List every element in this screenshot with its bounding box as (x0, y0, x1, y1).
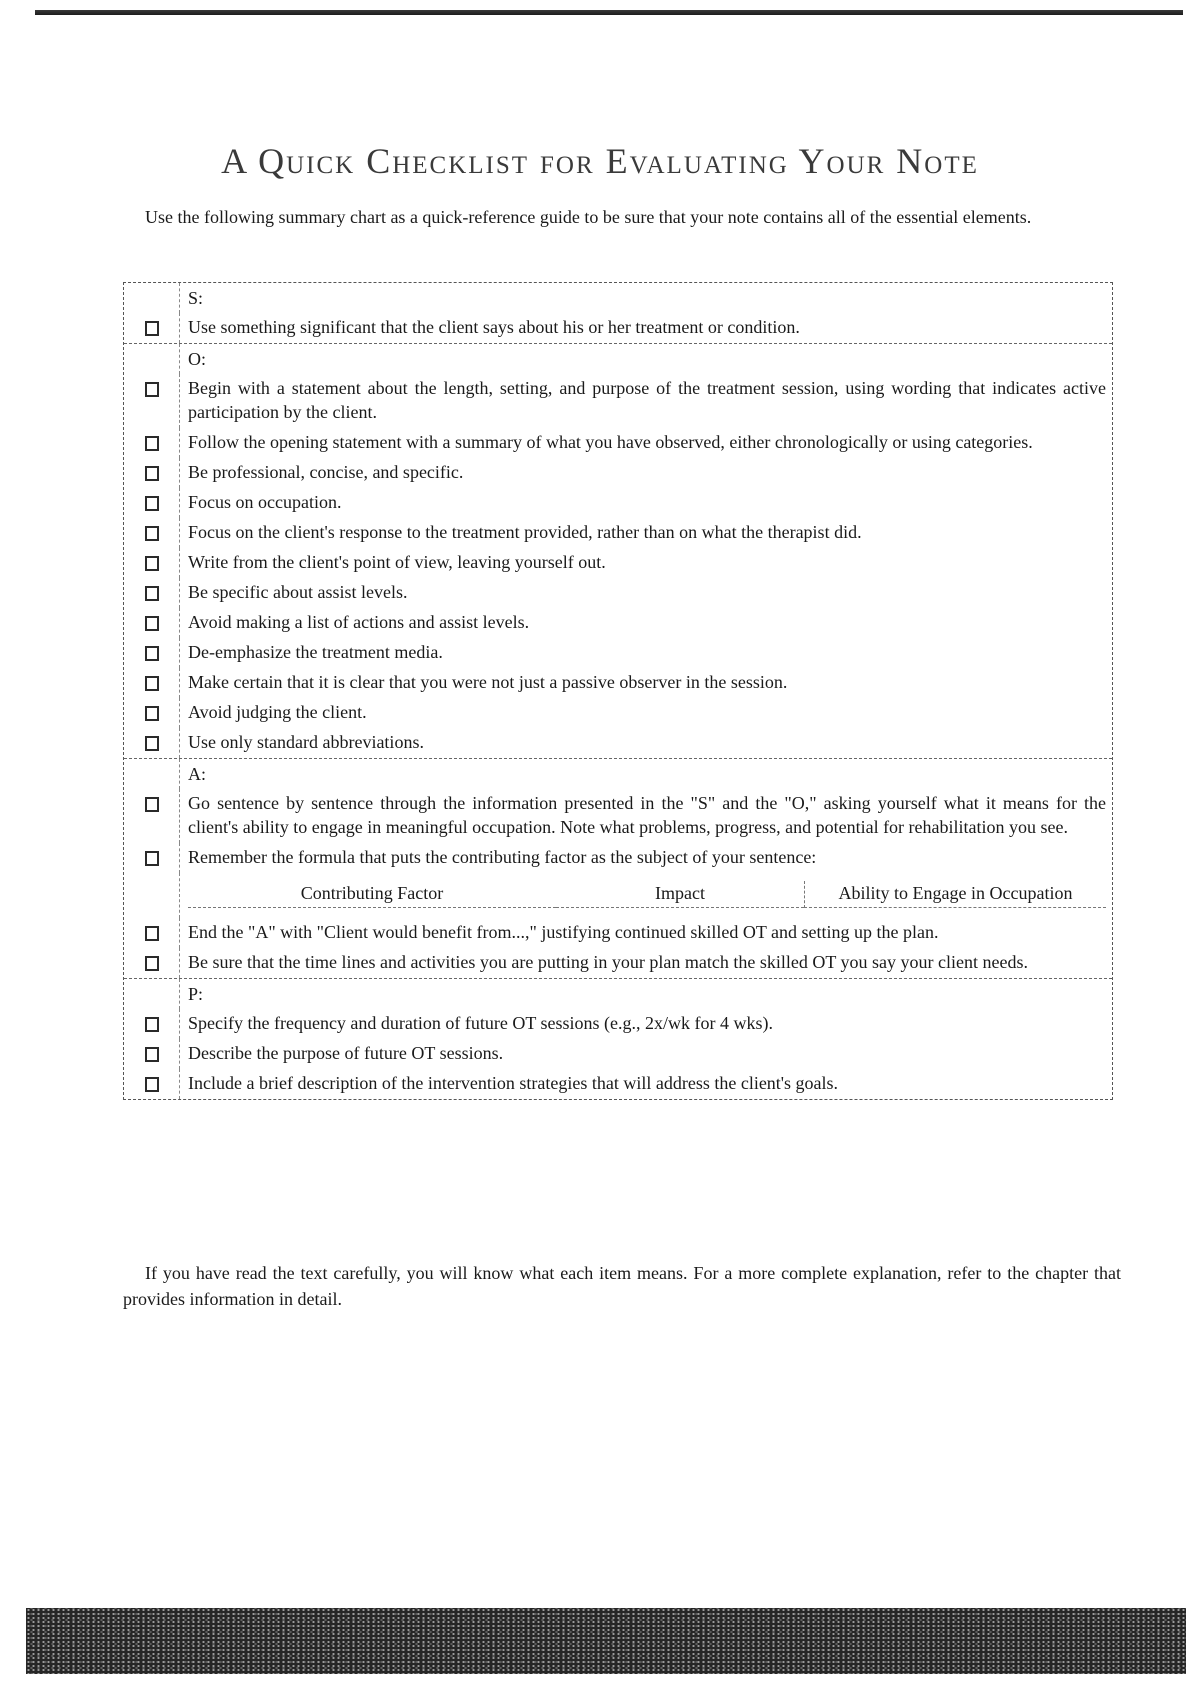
checklist-item-text: De-emphasize the treatment media. (188, 642, 443, 662)
checkbox[interactable] (145, 382, 159, 397)
closing-paragraph: If you have read the text carefully, you will know what each item means. For a more complete explanation, refer to the chapter that provides information in detail. (123, 1263, 1121, 1309)
checklist-item (124, 548, 1112, 578)
checkbox[interactable] (145, 646, 159, 661)
checklist-item (124, 428, 1112, 458)
checkbox[interactable] (145, 926, 159, 941)
checklist-item (124, 578, 1112, 608)
checklist-item-text: Be specific about assist levels. (188, 582, 408, 602)
checklist-item-text: Write from the client's point of view, leaving yourself out. (188, 552, 606, 572)
checklist-item-text: Avoid making a list of actions and assist levels. (188, 612, 530, 632)
checklist-item (124, 638, 1112, 668)
checklist-item-text: Use something significant that the client says about his or her treatment or condition. (188, 317, 800, 337)
checklist-item (124, 789, 1112, 843)
checklist-item (124, 608, 1112, 638)
checklist-item-text: Make certain that it is clear that you were not just a passive observer in the session. (188, 672, 788, 692)
checklist-item-text: Follow the opening statement with a summary of what you have observed, either chronologically or using categories. (188, 432, 1033, 452)
checklist-item-text: Go sentence by sentence through the information presented in the "S" and the "O," asking yourself what it means for the client's ability to engage in meaningful occupation. Note what problems, progress, and potential for rehabilitation you see. (188, 793, 1106, 837)
checklist-item (124, 1009, 1112, 1039)
checkbox[interactable] (145, 1047, 159, 1062)
checkbox[interactable] (145, 526, 159, 541)
checkbox[interactable] (145, 586, 159, 601)
checklist-item (124, 668, 1112, 698)
section-s (124, 283, 1112, 344)
checklist-item-text: End the "A" with "Client would benefit from...," justifying continued skilled OT and setting up the plan. (188, 922, 939, 942)
checklist-item-text: Remember the formula that puts the contributing factor as the subject of your sentence: (188, 847, 817, 867)
section-heading-row (124, 283, 1112, 313)
checklist-item-text: Focus on the client's response to the treatment provided, rather than on what the therapist did. (188, 522, 862, 542)
section-o (124, 344, 1112, 759)
section-heading-row (124, 759, 1112, 789)
checklist-item (124, 698, 1112, 728)
checklist-item (124, 518, 1112, 548)
section-a (124, 759, 1112, 979)
section-p (124, 979, 1112, 1099)
checklist-item-text: Be sure that the time lines and activities you are putting in your plan match the skilled OT you say your client needs. (188, 952, 1028, 972)
checkbox[interactable] (145, 851, 159, 866)
section-heading-row (124, 979, 1112, 1009)
section-heading-row (124, 344, 1112, 374)
checkbox[interactable] (145, 616, 159, 631)
formula-impact: Impact (556, 881, 804, 908)
checklist-item-text: Describe the purpose of future OT sessions. (188, 1043, 504, 1063)
section-heading: O: (188, 349, 206, 369)
checklist-item-text: Avoid judging the client. (188, 702, 367, 722)
checklist-item (124, 728, 1112, 758)
checkbox[interactable] (145, 436, 159, 451)
page-title: A Quick Checklist for Evaluating Your Note (221, 141, 979, 181)
checklist-item-text: Include a brief description of the intervention strategies that will address the client's goals. (188, 1073, 839, 1093)
checkbox[interactable] (145, 956, 159, 971)
checkbox[interactable] (145, 706, 159, 721)
checklist-item-text: Specify the frequency and duration of future OT sessions (e.g., 2x/wk for 4 wks). (188, 1013, 774, 1033)
intro-paragraph: Use the following summary chart as a quick-reference guide to be sure that your note contains all of the essential elements. (145, 207, 1032, 227)
checklist-table (123, 282, 1113, 1100)
checklist-item (124, 488, 1112, 518)
formula-contributing-factor: Contributing Factor (188, 881, 556, 908)
checklist-item-text: Begin with a statement about the length, setting, and purpose of the treatment session, using wording that indicates active participation by the client. (188, 378, 1106, 422)
checkbox[interactable] (145, 321, 159, 336)
checklist-item (124, 1039, 1112, 1069)
formula-ability: Ability to Engage in Occupation (804, 881, 1106, 908)
formula-table (188, 881, 1106, 908)
checklist-item (124, 313, 1112, 343)
checklist-item-text: Be professional, concise, and specific. (188, 462, 464, 482)
bottom-decorative-band (26, 1608, 1186, 1674)
checklist-item (124, 374, 1112, 428)
formula-row (124, 873, 1112, 918)
checklist-item (124, 843, 1112, 873)
top-decorative-rule (35, 10, 1183, 15)
checkbox[interactable] (145, 466, 159, 481)
checkbox[interactable] (145, 676, 159, 691)
checkbox[interactable] (145, 797, 159, 812)
checkbox[interactable] (145, 1017, 159, 1032)
section-heading: S: (188, 288, 204, 308)
checklist-item (124, 458, 1112, 488)
checklist-item (124, 918, 1112, 948)
checklist-item-text: Focus on occupation. (188, 492, 342, 512)
section-heading: P: (188, 984, 204, 1004)
checklist-item (124, 1069, 1112, 1099)
section-heading: A: (188, 764, 206, 784)
checkbox[interactable] (145, 1077, 159, 1092)
checkbox[interactable] (145, 736, 159, 751)
checklist-item (124, 948, 1112, 978)
checkbox[interactable] (145, 496, 159, 511)
checkbox[interactable] (145, 556, 159, 571)
checklist-item-text: Use only standard abbreviations. (188, 732, 424, 752)
